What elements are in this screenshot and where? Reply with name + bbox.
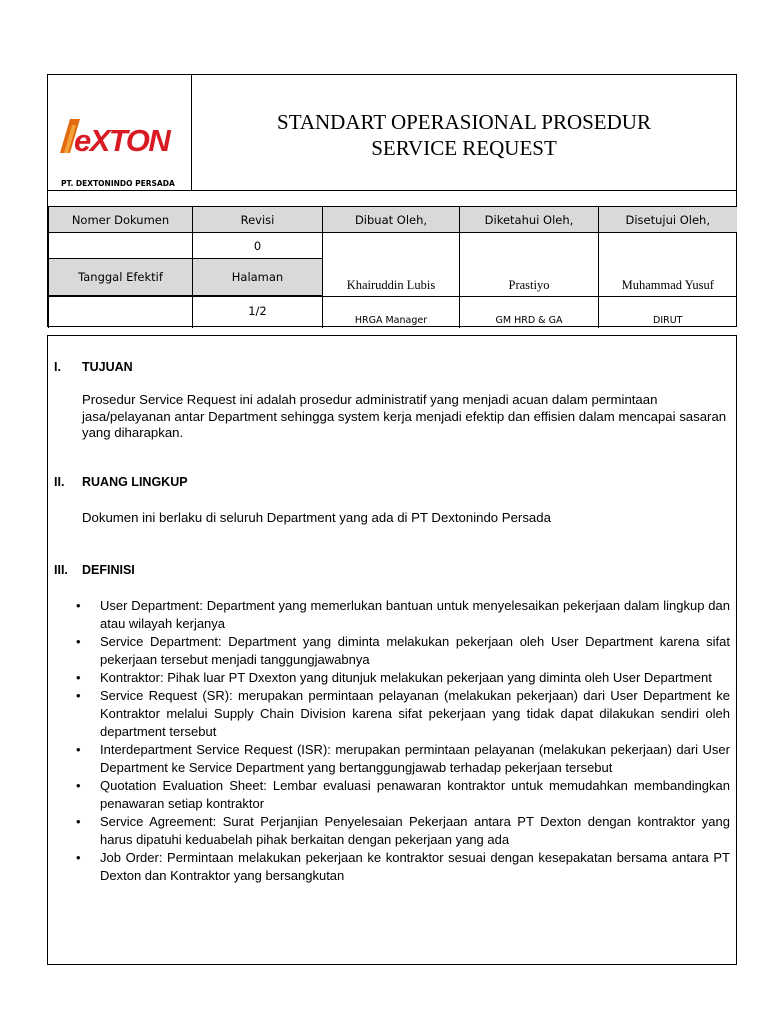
section-text-ruang-lingkup: Dokumen ini berlaku di seluruh Department yang ada di PT Dextonindo Persada [82, 510, 551, 525]
title-line-1: STANDART OPERASIONAL PROSEDUR [277, 110, 651, 134]
signer-role-disetujui: DIRUT [599, 297, 737, 328]
section-heading-ruang-lingkup [54, 475, 188, 489]
tanggal-efektif-label: Tanggal Efektif [49, 259, 193, 296]
list-item: • Service Department: Department yang diminta melakukan pekerjaan oleh User Department karena sifat pekerjaan tersebut menjadi tanggungjawabnya [72, 633, 730, 669]
section-heading-definisi [54, 563, 135, 577]
document-control-table [48, 206, 737, 297]
section-text-tujuan: Prosedur Service Request ini adalah prosedur administratif yang menjadi acuan dalam permintaan jasa/pelayanan antar Department sehingga system kerja menjadi efektip dan effisien dalam mencapai sasaran yang diharapkan. [82, 392, 727, 440]
svg-text:eXTON: eXTON [74, 123, 170, 158]
section-title: DEFINISI [82, 563, 135, 577]
section-number: III. [54, 563, 68, 577]
signer-diketahui [460, 233, 599, 297]
section-heading-tujuan [54, 360, 133, 374]
control-header-row [49, 207, 737, 233]
halaman-label: Halaman [193, 259, 323, 296]
signer-role-diketahui: GM HRD & GA [460, 297, 599, 328]
halaman-value: 1/2 [193, 297, 323, 328]
header-disetujui-oleh: Disetujui Oleh, [599, 207, 737, 233]
list-item: • Service Request (SR): merupakan permintaan pelayanan (melakukan pekerjaan) dari User Department ke Kontraktor melalui Supply Chain Division karena sifat pekerjaan yang tidak dapat dilakukan sendiri oleh department tersebut [72, 687, 730, 741]
signer-name: Khairuddin Lubis [346, 278, 436, 292]
header-divider [48, 190, 736, 191]
list-item: • User Department: Department yang memerlukan bantuan untuk menyelesaikan pekerjaan dalam lingkup dan atau wilayah kerjanya [72, 597, 730, 633]
section-title: RUANG LINGKUP [82, 475, 188, 489]
header-diketahui-oleh: Diketahui Oleh, [460, 207, 599, 233]
title-cell [192, 75, 736, 190]
header-revisi: Revisi [193, 207, 323, 233]
logo-cell [48, 75, 192, 190]
signer-role-dibuat: HRGA Manager [323, 297, 460, 328]
signer-name: Prastiyo [508, 278, 550, 292]
list-item: • Kontraktor: Pihak luar PT Dxexton yang ditunjuk melakukan pekerjaan yang diminta oleh User Department [72, 669, 730, 687]
nomer-dokumen-value [49, 233, 193, 259]
control-bottom-row [48, 296, 737, 328]
document-header [47, 74, 737, 327]
control-value-row [49, 233, 737, 259]
list-item: • Quotation Evaluation Sheet: Lembar evaluasi penawaran kontraktor untuk memudahkan membandingkan penawaran setiap kontraktor [72, 777, 730, 813]
document-title [192, 109, 736, 161]
tanggal-efektif-value [49, 297, 193, 328]
list-item: • Interdepartment Service Request (ISR): merupakan permintaan pelayanan (melakukan pekerjaan) dari User Department ke Service Department yang bertanggungjawab terhadap pekerjaan tersebut [72, 741, 730, 777]
definition-list [72, 597, 730, 885]
list-item: • Job Order: Permintaan melakukan pekerjaan ke kontraktor sesuai dengan kesepakatan bersama antara PT Dexton dan Kontraktor yang bersangkutan [72, 849, 730, 885]
signer-name: Muhammad Yusuf [621, 278, 714, 292]
title-line-2: SERVICE REQUEST [371, 136, 557, 160]
company-name: PT. DEXTONINDO PERSADA [61, 179, 175, 188]
signer-dibuat [323, 233, 460, 297]
section-number: I. [54, 360, 61, 374]
document-body [47, 335, 737, 965]
section-title: TUJUAN [82, 360, 133, 374]
section-number: II. [54, 475, 65, 489]
signer-disetujui [599, 233, 737, 297]
revisi-value: 0 [193, 233, 323, 259]
header-nomer-dokumen: Nomer Dokumen [49, 207, 193, 233]
list-item: • Service Agreement: Surat Perjanjian Penyelesaian Pekerjaan antara PT Dexton dengan kontraktor yang harus dipatuhi keduabelah pihak berkaitan dengan pekerjaan yang ada [72, 813, 730, 849]
header-dibuat-oleh: Dibuat Oleh, [323, 207, 460, 233]
dexton-logo [58, 113, 182, 161]
